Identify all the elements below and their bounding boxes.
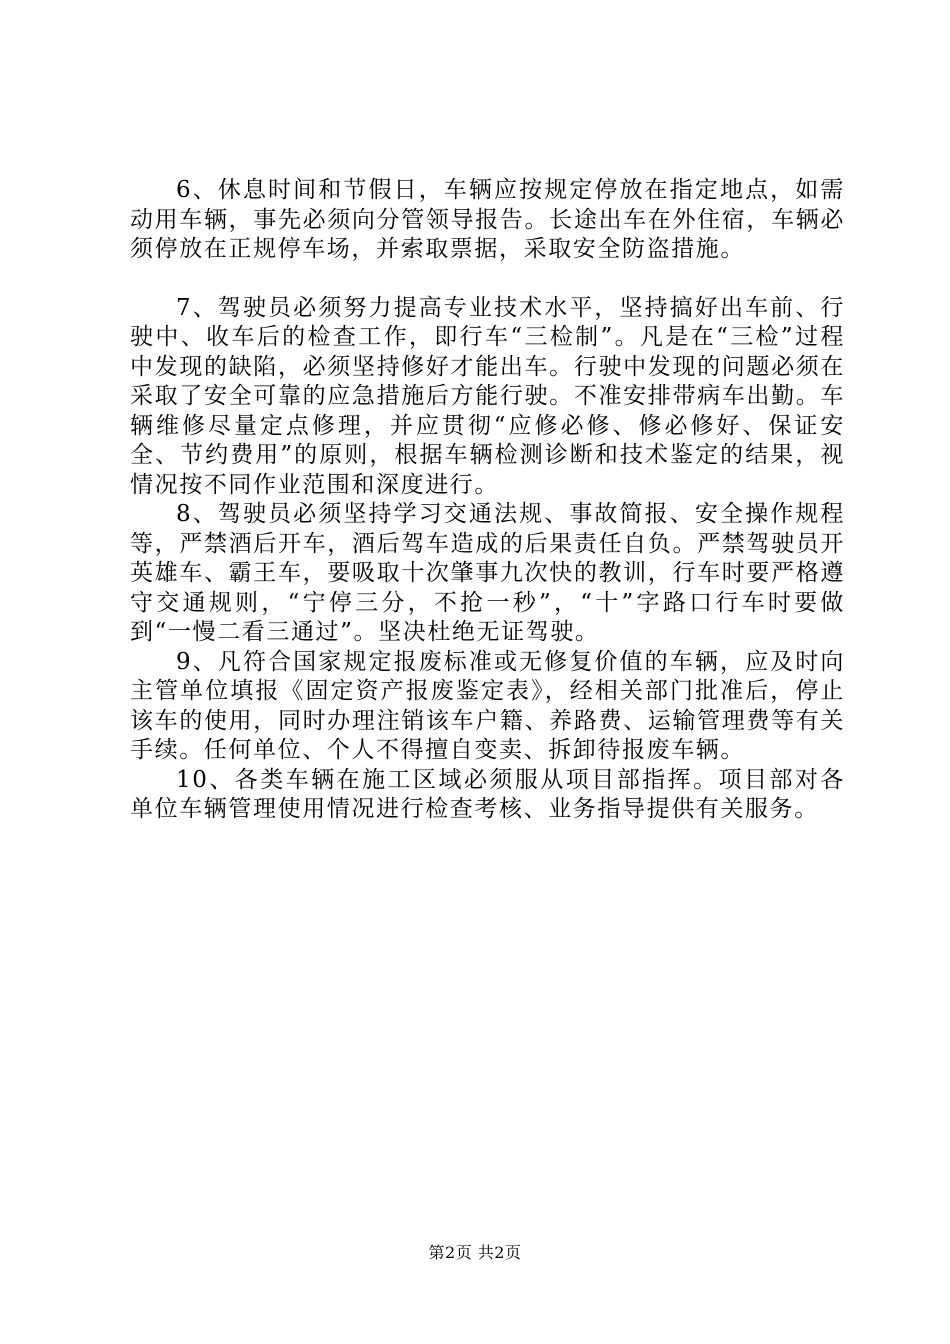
- paragraph-7: 7、驾驶员必须努力提高专业技术水平，坚持搞好出车前、行驶中、收车后的检查工作，即行车“三检制”。凡是在“三检”过程中发现的缺陷，必须坚持修好才能出车。行驶中发现的问题必须在采取了安全可靠的应急措施后方能行驶。不准安排带病车出勤。车辆维修尽量定点修理，并应贯彻“应修必修、修必修好、保证安全、节约费用”的原则，根据车辆检测诊断和技术鉴定的结果，视情况按不同作业范围和深度进行。: [130, 294, 845, 498]
- paragraph-8: 8、驾驶员必须坚持学习交通法规、事故简报、安全操作规程等，严禁酒后开车，酒后驾车造成的后果责任自负。严禁驾驶员开英雄车、霸王车，要吸取十次肇事九次快的教训，行车时要严格遵守交通规则，“宁停三分，不抢一秒”，“十”字路口行车时要做到“一慢二看三通过”。坚决杜绝无证驾驶。: [130, 501, 845, 645]
- paragraph-6: 6、休息时间和节假日，车辆应按规定停放在指定地点，如需动用车辆，事先必须向分管领导报告。长途出车在外住宿，车辆必须停放在正规停车场，并索取票据，采取安全防盗措施。: [130, 177, 845, 262]
- document-body: [130, 176, 845, 825]
- paragraph-10: 10、各类车辆在施工区域必须服从项目部指挥。项目部对各单位车辆管理使用情况进行检查考核、业务指导提供有关服务。: [130, 766, 845, 822]
- paragraph-9: 9、凡符合国家规定报废标准或无修复价值的车辆，应及时向主管单位填报《固定资产报废鉴定表》，经相关部门批准后，停止该车的使用，同时办理注销该车户籍、养路费、运输管理费等有关手续。任何单位、个人不得擅自变卖、拆卸待报废车辆。: [130, 648, 845, 763]
- page-number-footer: 第2页 共2页: [428, 1243, 522, 1262]
